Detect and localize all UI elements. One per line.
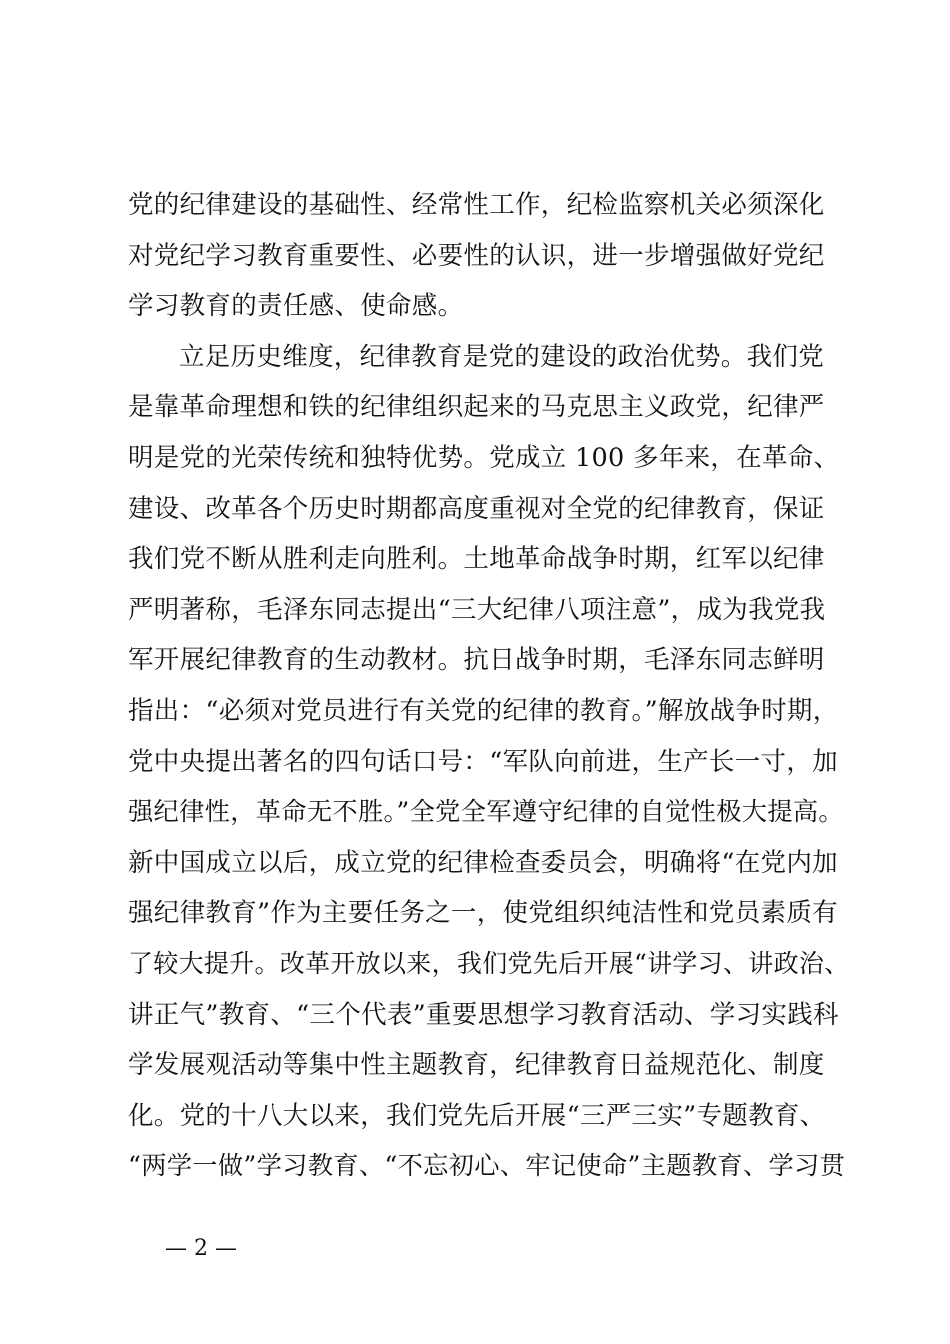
text-line: 建设、改革各个历史时期都高度重视对全党的纪律教育，保证 bbox=[128, 493, 825, 524]
text-line: 指出：“必须对党员进行有关党的纪律的教育。”解放战争时期， bbox=[128, 695, 839, 726]
body-text bbox=[128, 180, 848, 1192]
text-line: 化。党的十八大以来，我们党先后开展“三严三实”专题教育、 bbox=[128, 1100, 826, 1131]
text-line: 对党纪学习教育重要性、必要性的认识，进一步增强做好党纪 bbox=[128, 240, 825, 271]
page-number: — 2 — bbox=[165, 1236, 237, 1261]
text-line: 新中国成立以后，成立党的纪律检查委员会，明确将“在党内加 bbox=[128, 847, 838, 878]
text-line: 军开展纪律教育的生动教材。抗日战争时期，毛泽东同志鲜明 bbox=[128, 645, 825, 676]
text-line: 严明著称，毛泽东同志提出“三大纪律八项注意”，成为我党我 bbox=[128, 594, 826, 625]
text-line: 党的纪律建设的基础性、经常性工作，纪检监察机关必须深化 bbox=[128, 190, 825, 220]
text-line: 我们党不断从胜利走向胜利。土地革命战争时期，红军以纪律 bbox=[128, 544, 825, 575]
text-line: 立足历史维度，纪律教育是党的建设的政治优势。我们党 bbox=[179, 341, 825, 372]
text-line: 学习教育的责任感、使命感。 bbox=[128, 291, 464, 322]
text-line: 党中央提出著名的四句话口号：“军队向前进，生产长一寸，加 bbox=[128, 746, 838, 777]
text-line: 学发展观活动等集中性主题教育，纪律教育日益规范化、制度 bbox=[128, 1050, 825, 1081]
text-line: 讲正气”教育、“三个代表”重要思想学习教育活动、学习实践科 bbox=[128, 999, 839, 1030]
text-line: 了较大提升。改革开放以来，我们党先后开展“讲学习、讲政治、 bbox=[128, 948, 850, 978]
text-line: 强纪律教育”作为主要任务之一，使党组织纯洁性和党员素质有 bbox=[128, 898, 838, 929]
text-line: 强纪律性，革命无不胜。”全党全军遵守纪律的自觉性极大提高。 bbox=[128, 797, 844, 827]
text-line: “两学一做”学习教育、“不忘初心、牢记使命”主题教育、学习贯 bbox=[128, 1151, 846, 1181]
text-line: 明是党的光荣传统和独特优势。党成立 100 多年来，在革命、 bbox=[128, 442, 840, 473]
text-line: 是靠革命理想和铁的纪律组织起来的马克思主义政党，纪律严 bbox=[128, 392, 825, 423]
